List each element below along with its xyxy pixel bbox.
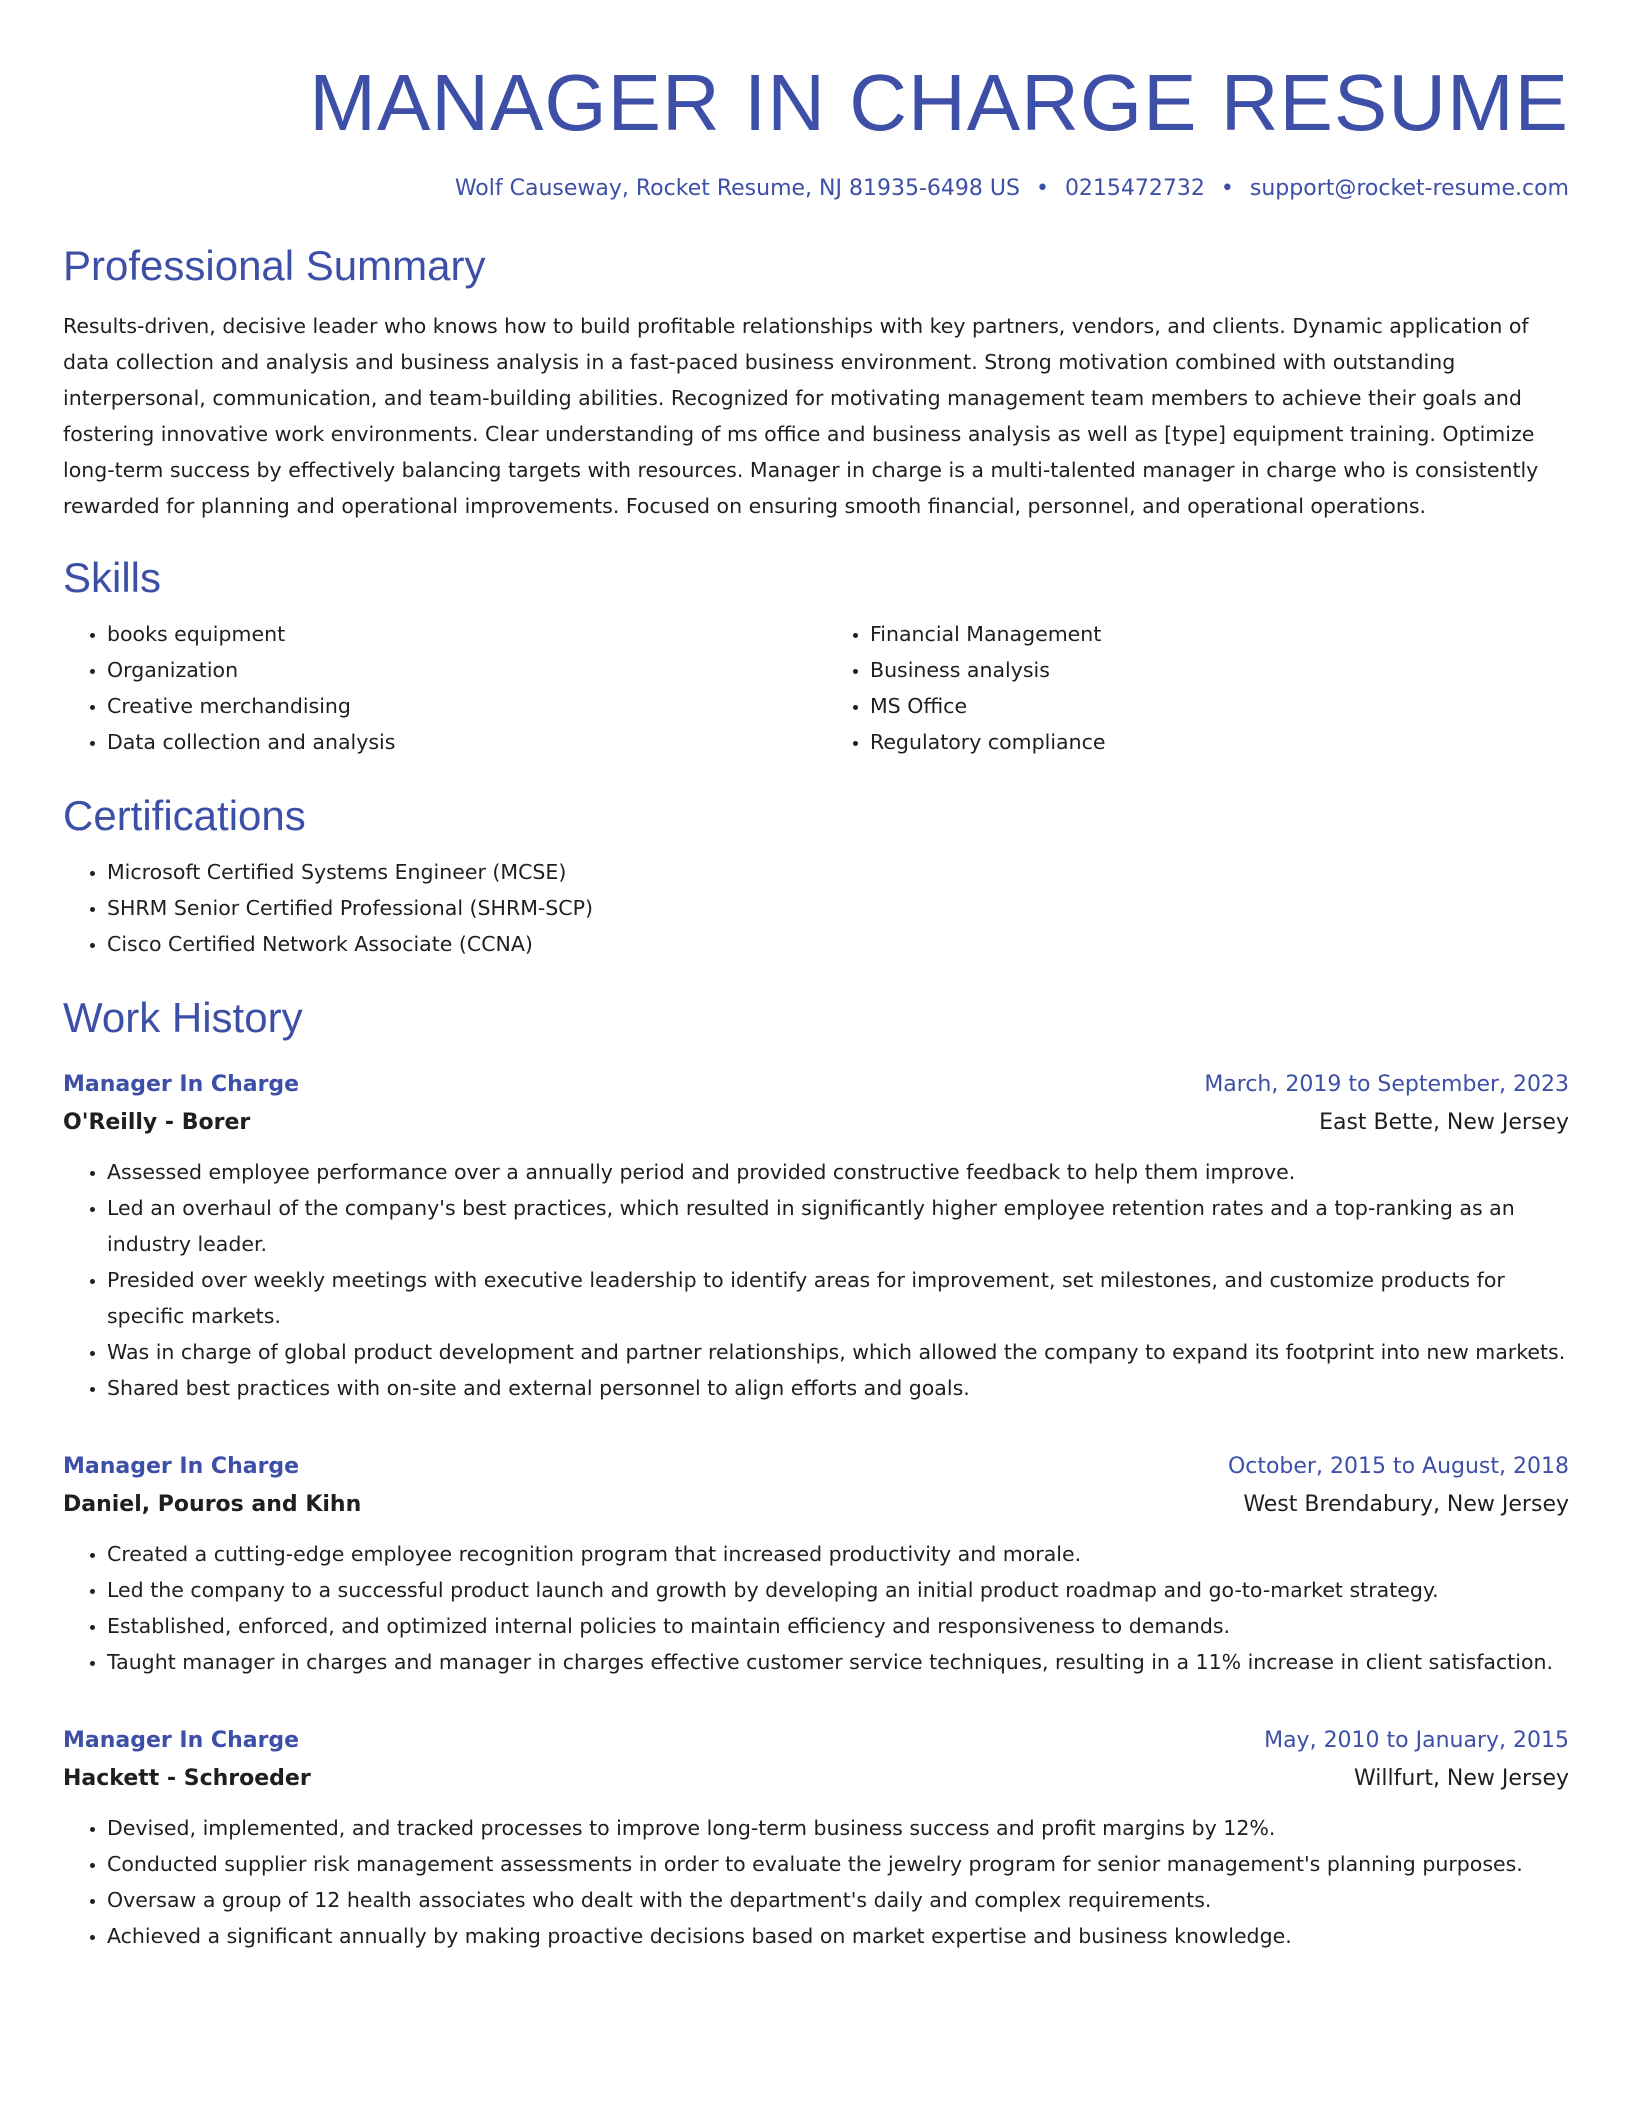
job-title-row	[63, 1066, 1569, 1104]
job-title: Manager In Charge	[63, 1454, 300, 1479]
contact-separator: •	[1220, 176, 1234, 201]
section-heading-work-history: Work History	[63, 994, 303, 1041]
skill-item: • Regulatory compliance	[870, 724, 1569, 760]
skills-list-left	[63, 616, 806, 760]
job-bullet: • Presided over weekly meetings with executive leadership to identify areas for improvement, set milestones, and customize products for specific markets.	[107, 1262, 1569, 1334]
section-heading-certifications: Certifications	[63, 792, 306, 839]
job-location: East Bette, New Jersey	[1319, 1110, 1569, 1135]
job-bullet: • Assessed employee performance over a annually period and provided constructive feedback to help them improve.	[107, 1154, 1569, 1190]
certification-item: • Microsoft Certified Systems Engineer (MCSE)	[107, 854, 1569, 890]
skill-item: • Financial Management	[870, 616, 1569, 652]
job-title-row	[63, 1722, 1569, 1760]
job-title: Manager In Charge	[63, 1728, 300, 1753]
job-dates: March, 2019 to September, 2023	[1204, 1072, 1569, 1097]
job-bullet: • Taught manager in charges and manager in charges effective customer service techniques, resulting in a 11% increase in client satisfaction.	[107, 1644, 1569, 1680]
job-bullet: • Achieved a significant annually by making proactive decisions based on market expertise and business knowledge.	[107, 1918, 1569, 1954]
contact-email[interactable]: support@rocket-resume.com	[1249, 176, 1569, 201]
skill-item: • Business analysis	[870, 652, 1569, 688]
job-bullet: • Conducted supplier risk management assessments in order to evaluate the jewelry program for senior management's planning purposes.	[107, 1846, 1569, 1882]
job-dates: October, 2015 to August, 2018	[1227, 1454, 1569, 1479]
job-company: Daniel, Pouros and Kihn	[63, 1492, 362, 1517]
job-company-row	[63, 1760, 1569, 1798]
job-bullets	[63, 1154, 1569, 1406]
job-company: O'Reilly - Borer	[63, 1110, 251, 1135]
contact-line	[63, 174, 1569, 204]
skills-section	[63, 550, 1569, 760]
resume-title: MANAGER IN CHARGE RESUME	[309, 58, 1569, 147]
summary-text: Results-driven, decisive leader who knows how to build profitable relationships with key partners, vendors, and clients. Dynamic application of data collection and analysis and business analysis in a fast-paced business environment. Strong motivation combined with outstanding interpersonal, communication, and team-building abilities. Recognized for motivating management team members to achieve their goals and fostering innovative work environments. Clear understanding of ms office and business analysis as well as [type] equipment training. Optimize long-term success by effectively balancing targets with resources. Manager in charge is a multi-talented manager in charge who is consistently rewarded for planning and operational improvements. Focused on ensuring smooth financial, personnel, and operational operations.	[63, 314, 1539, 518]
certification-item: • Cisco Certified Network Associate (CCNA)	[107, 926, 1569, 962]
job-entry	[63, 1722, 1569, 1954]
certifications-section	[63, 788, 1569, 962]
job-bullet: • Created a cutting-edge employee recognition program that increased productivity and morale.	[107, 1536, 1569, 1572]
resume-header	[63, 0, 1569, 204]
job-bullet: • Was in charge of global product development and partner relationships, which allowed the company to expand its footprint into new markets.	[107, 1334, 1569, 1370]
job-bullet: • Oversaw a group of 12 health associates who dealt with the department's daily and complex requirements.	[107, 1882, 1569, 1918]
work-history-section	[63, 990, 1569, 1954]
contact-phone: 0215472732	[1064, 176, 1205, 201]
skill-item: • Organization	[107, 652, 806, 688]
contact-separator: •	[1035, 176, 1049, 201]
job-title: Manager In Charge	[63, 1072, 300, 1097]
professional-summary-section	[63, 238, 1569, 524]
skill-item: • MS Office	[870, 688, 1569, 724]
job-location: Willfurt, New Jersey	[1353, 1766, 1569, 1791]
job-title-row	[63, 1448, 1569, 1486]
skill-item: • Data collection and analysis	[107, 724, 806, 760]
job-location: West Brendabury, New Jersey	[1243, 1492, 1569, 1517]
job-company-row	[63, 1104, 1569, 1142]
job-dates: May, 2010 to January, 2015	[1264, 1728, 1569, 1753]
job-bullet: • Shared best practices with on-site and external personnel to align efforts and goals.	[107, 1370, 1569, 1406]
skills-grid	[63, 616, 1569, 760]
skill-item: • books equipment	[107, 616, 806, 652]
job-bullets	[63, 1536, 1569, 1680]
job-bullets	[63, 1810, 1569, 1954]
job-bullet: • Led an overhaul of the company's best practices, which resulted in significantly higher employee retention rates and a top-ranking as an industry leader.	[107, 1190, 1569, 1262]
certifications-list	[63, 854, 1569, 962]
job-entry	[63, 1066, 1569, 1406]
job-bullet: • Established, enforced, and optimized internal policies to maintain efficiency and responsiveness to demands.	[107, 1608, 1569, 1644]
job-entry	[63, 1448, 1569, 1680]
job-bullet: • Devised, implemented, and tracked processes to improve long-term business success and profit margins by 12%.	[107, 1810, 1569, 1846]
job-company-row	[63, 1486, 1569, 1524]
certification-item: • SHRM Senior Certified Professional (SHRM-SCP)	[107, 890, 1569, 926]
contact-address: Wolf Causeway, Rocket Resume, NJ 81935-6498 US	[454, 176, 1020, 201]
skill-item: • Creative merchandising	[107, 688, 806, 724]
job-company: Hackett - Schroeder	[63, 1766, 311, 1791]
skills-list-right	[826, 616, 1569, 760]
job-bullet: • Led the company to a successful product launch and growth by developing an initial product roadmap and go-to-market strategy.	[107, 1572, 1569, 1608]
section-heading-skills: Skills	[63, 554, 162, 601]
section-heading-summary: Professional Summary	[63, 242, 486, 289]
